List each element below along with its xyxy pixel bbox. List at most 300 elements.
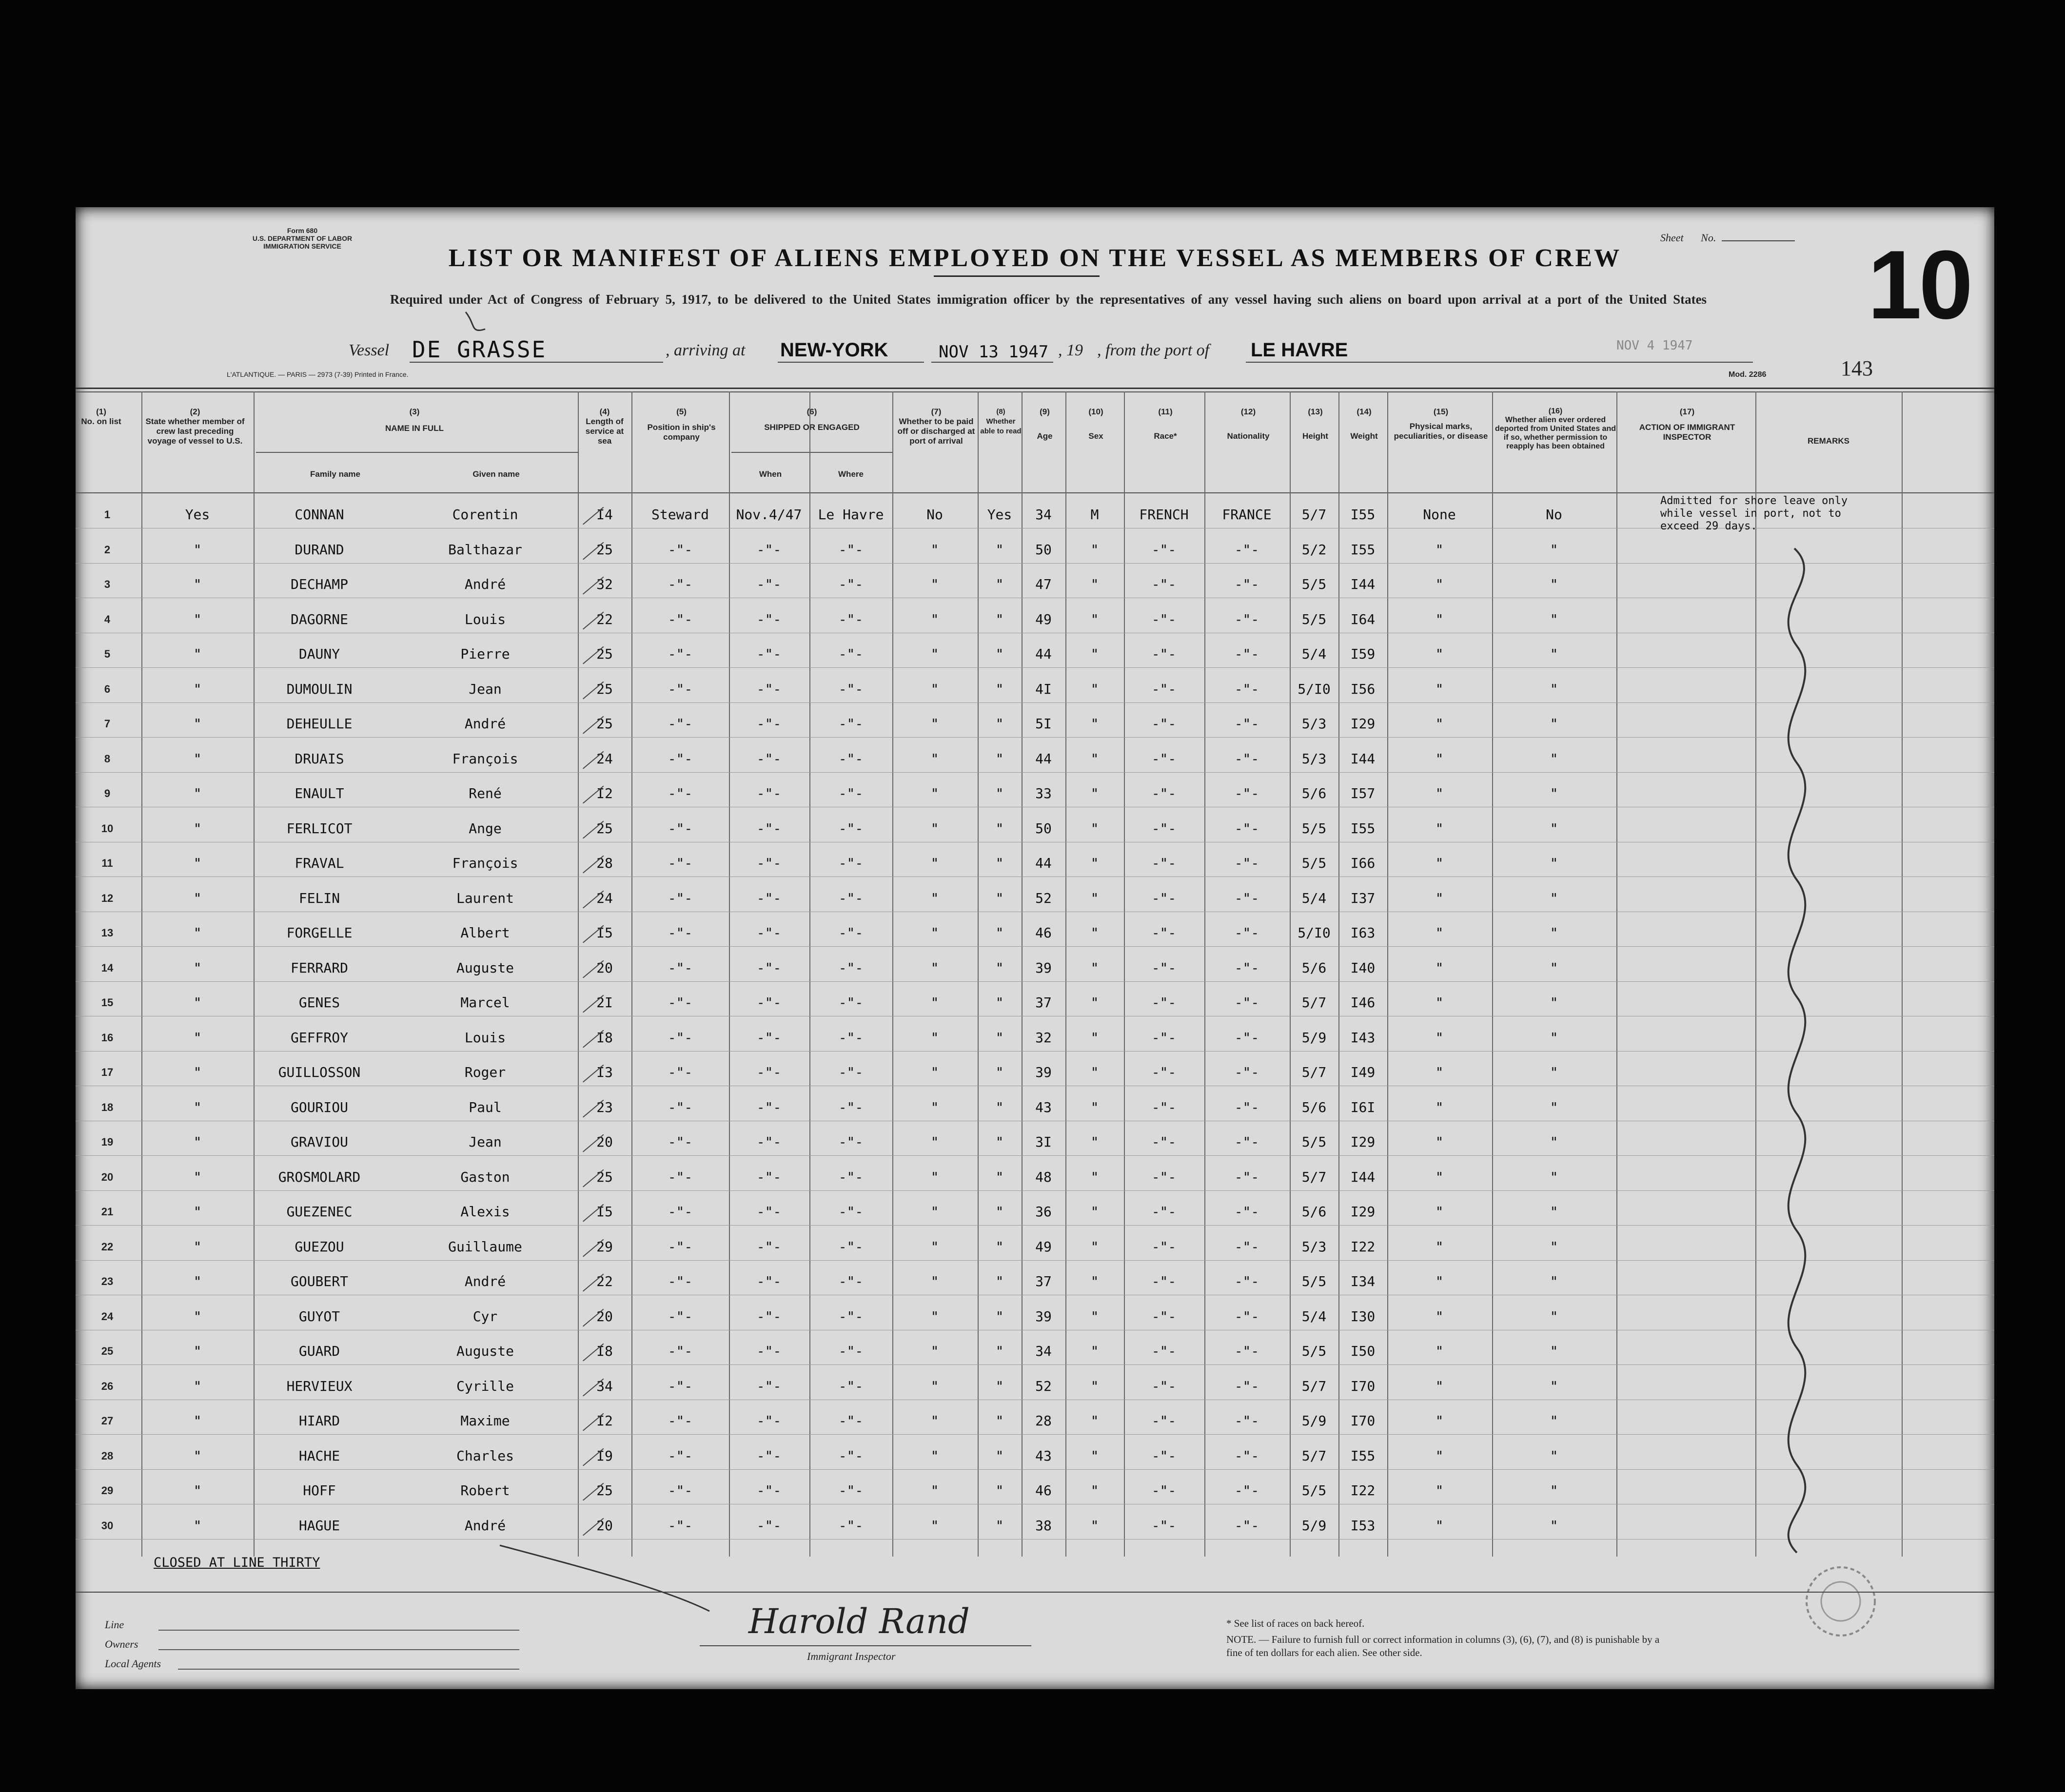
cell-weight: I44 [1350, 750, 1376, 767]
cell-marks: " [1435, 611, 1444, 627]
cell-paid: " [930, 1447, 939, 1464]
cell-service: I4 [596, 506, 613, 523]
cell-marks: " [1435, 1447, 1444, 1464]
cell-read: " [995, 890, 1004, 906]
cell-read: " [995, 1204, 1004, 1220]
cell-family: HERVIEUX [286, 1378, 353, 1394]
cell-height: 5/3 [1301, 716, 1327, 732]
cell-weight: I55 [1350, 506, 1376, 523]
cell-position: -"- [668, 925, 693, 941]
cell-nat: -"- [1234, 681, 1259, 697]
cell-when: -"- [756, 750, 782, 767]
cell-marks: " [1435, 646, 1444, 662]
cell-race: -"- [1151, 541, 1177, 558]
cell-read: " [995, 646, 1004, 662]
cell-family: GUARD [298, 1343, 340, 1359]
row-number: 27 [101, 1415, 114, 1427]
cell-paid: " [930, 1343, 939, 1359]
cell-paid: " [930, 925, 939, 941]
cell-paid: " [930, 1308, 939, 1325]
cell-position: -"- [668, 1308, 693, 1325]
cell-race: -"- [1151, 1482, 1177, 1499]
cell-weight: I56 [1350, 681, 1376, 697]
cell-deported: " [1550, 820, 1558, 837]
cell-nat: -"- [1234, 1343, 1259, 1359]
cell-age: 32 [1035, 1029, 1052, 1046]
cell-family: GUEZENEC [286, 1204, 353, 1220]
cell-read: " [995, 611, 1004, 627]
cell-sex: " [1090, 1482, 1099, 1499]
cell-age: 52 [1035, 890, 1052, 906]
row-number: 2 [104, 543, 111, 556]
cell-where: -"- [838, 1064, 864, 1080]
cell-crew: " [193, 820, 202, 837]
cell-paid: " [930, 1169, 939, 1185]
cell-service: 20 [596, 1517, 613, 1534]
cell-paid: " [930, 716, 939, 732]
cell-age: 47 [1035, 576, 1052, 592]
row-number: 9 [104, 787, 111, 799]
cell-read: " [995, 1273, 1004, 1289]
signature-stroke [500, 1545, 709, 1611]
cell-nat: -"- [1234, 611, 1259, 627]
cell-where: -"- [838, 646, 864, 662]
cell-service: 25 [596, 820, 613, 837]
cell-sex: " [1090, 1273, 1099, 1289]
departure-port: LE HAVRE [1251, 339, 1348, 361]
cell-marks: " [1435, 576, 1444, 592]
cell-marks: " [1435, 1343, 1444, 1359]
cell-height: 5/4 [1301, 646, 1327, 662]
row-number: 26 [101, 1380, 114, 1392]
cell-weight: I29 [1350, 1134, 1376, 1150]
cell-family: GRAVIOU [290, 1134, 348, 1150]
cell-marks: " [1435, 994, 1444, 1011]
cell-nat: -"- [1234, 1517, 1259, 1534]
cell-race: -"- [1151, 925, 1177, 941]
cell-where: -"- [838, 541, 864, 558]
cell-nat: -"- [1234, 1099, 1259, 1115]
cell-where: -"- [838, 1169, 864, 1185]
col-17-header: (17) ACTION OF IMMIGRANT INSPECTOR [1639, 407, 1735, 442]
cell-read: " [995, 820, 1004, 837]
cell-nat: -"- [1234, 1447, 1259, 1464]
cell-crew: " [193, 646, 202, 662]
cell-crew: " [193, 785, 202, 801]
form-number: Form 680 [287, 227, 318, 234]
cell-given: Albert [460, 925, 510, 941]
cell-crew: " [193, 994, 202, 1011]
cell-weight: I43 [1350, 1029, 1376, 1046]
cell-where: -"- [838, 1204, 864, 1220]
cell-given: Louis [464, 1029, 506, 1046]
cell-family: GUEZOU [295, 1238, 344, 1255]
row-number: 21 [101, 1206, 114, 1218]
cell-race: -"- [1151, 646, 1177, 662]
cell-when: -"- [756, 1482, 782, 1499]
cell-age: 50 [1035, 820, 1052, 837]
cell-service: I8 [596, 1343, 613, 1359]
cell-paid: No [926, 506, 943, 523]
cell-crew: " [193, 1064, 202, 1080]
cell-race: -"- [1151, 1343, 1177, 1359]
cell-family: DURAND [295, 541, 344, 558]
cell-when: -"- [756, 1447, 782, 1464]
col-13-header: (13) Height [1302, 407, 1328, 441]
cell-nat: -"- [1234, 959, 1259, 976]
cell-height: 5/7 [1301, 1169, 1327, 1185]
cell-height: 5/4 [1301, 1308, 1327, 1325]
cell-position: -"- [668, 1273, 693, 1289]
cell-family: FELIN [298, 890, 340, 906]
cell-service: 20 [596, 959, 613, 976]
cell-service: 25 [596, 541, 613, 558]
col-12-header: (12) Nationality [1227, 407, 1270, 441]
cell-read: " [995, 959, 1004, 976]
cell-weight: I63 [1350, 925, 1376, 941]
year-label: , 19 [1058, 341, 1083, 359]
cell-given: Auguste [456, 1343, 514, 1359]
cell-family: HIARD [298, 1413, 340, 1429]
cell-position: -"- [668, 1029, 693, 1046]
cell-race: -"- [1151, 1413, 1177, 1429]
cell-service: 23 [596, 1099, 613, 1115]
cell-when: -"- [756, 1343, 782, 1359]
cell-read: " [995, 925, 1004, 941]
cell-deported: " [1550, 1273, 1558, 1289]
cell-weight: I66 [1350, 855, 1376, 871]
cell-nat: FRANCE [1222, 506, 1272, 523]
cell-when: -"- [756, 1099, 782, 1115]
cell-weight: I29 [1350, 1204, 1376, 1220]
cell-height: 5/7 [1301, 1064, 1327, 1080]
cell-where: -"- [838, 1482, 864, 1499]
cell-weight: I22 [1350, 1482, 1376, 1499]
footer-note-1: * See list of races on back hereof. [1226, 1617, 1365, 1629]
cell-crew: " [193, 925, 202, 941]
col-3-header: (3) NAME IN FULL [385, 407, 444, 433]
cell-when: -"- [756, 1204, 782, 1220]
cell-sex: " [1090, 716, 1099, 732]
row-number: 10 [101, 822, 114, 835]
cell-given: François [452, 855, 518, 871]
cell-position: -"- [668, 1447, 693, 1464]
cell-race: -"- [1151, 890, 1177, 906]
cell-age: 49 [1035, 611, 1052, 627]
cell-marks: " [1435, 820, 1444, 837]
cell-position: -"- [668, 1099, 693, 1115]
row-number: 30 [101, 1519, 114, 1532]
cell-family: DEHEULLE [286, 716, 353, 732]
cell-position: -"- [668, 576, 693, 592]
cell-position: Steward [651, 506, 709, 523]
col-3a-header: Family name [310, 469, 360, 479]
cell-height: 5/4 [1301, 890, 1327, 906]
cell-read: " [995, 994, 1004, 1011]
cell-paid: " [930, 541, 939, 558]
cell-position: -"- [668, 1378, 693, 1394]
cell-service: 25 [596, 681, 613, 697]
cell-where: Le Havre [818, 506, 884, 523]
cell-paid: " [930, 820, 939, 837]
cell-when: -"- [756, 855, 782, 871]
cell-crew: " [193, 1447, 202, 1464]
cell-height: 5/2 [1301, 541, 1327, 558]
cell-service: I3 [596, 1064, 613, 1080]
cell-age: 38 [1035, 1517, 1052, 1534]
cell-race: -"- [1151, 1517, 1177, 1534]
cell-height: 5/5 [1301, 611, 1327, 627]
cell-service: I2 [596, 1413, 613, 1429]
col-14-header: (14) Weight [1350, 407, 1378, 441]
cell-paid: " [930, 1029, 939, 1046]
cell-when: -"- [756, 1378, 782, 1394]
cell-deported: " [1550, 681, 1558, 697]
cell-age: 43 [1035, 1099, 1052, 1115]
cell-paid: " [930, 785, 939, 801]
cell-sex: " [1090, 1308, 1099, 1325]
col-3b-header: Given name [472, 469, 520, 479]
cell-deported: " [1550, 646, 1558, 662]
cell-nat: -"- [1234, 541, 1259, 558]
row-number: 18 [101, 1101, 114, 1113]
cell-weight: I44 [1350, 1169, 1376, 1185]
cell-read: " [995, 1099, 1004, 1115]
cell-age: 34 [1035, 506, 1052, 523]
row-number: 19 [101, 1136, 114, 1148]
cell-service: 20 [596, 1308, 613, 1325]
cell-where: -"- [838, 959, 864, 976]
cell-height: 5/6 [1301, 959, 1327, 976]
cell-height: 5/3 [1301, 1238, 1327, 1255]
arrival-date-stamp: NOV 13 1947 [939, 342, 1049, 362]
cell-height: 5/5 [1301, 820, 1327, 837]
row-number: 20 [101, 1170, 114, 1183]
cell-where: -"- [838, 716, 864, 732]
cell-where: -"- [838, 1308, 864, 1325]
cell-sex: M [1090, 506, 1099, 523]
cell-given: Cyr [472, 1308, 498, 1325]
cell-crew: " [193, 1204, 202, 1220]
cell-given: Pierre [460, 646, 510, 662]
cell-marks: " [1435, 1238, 1444, 1255]
cell-family: FRAVAL [295, 855, 344, 871]
col-6b-header: Where [838, 469, 864, 479]
cell-deported: " [1550, 1238, 1558, 1255]
cell-sex: " [1090, 576, 1099, 592]
cell-given: Laurent [456, 890, 514, 906]
cell-height: 5/5 [1301, 1343, 1327, 1359]
row-number: 1 [104, 508, 111, 521]
cell-read: Yes [987, 506, 1012, 523]
from-port-label: , from the port of [1097, 341, 1210, 359]
official-seal [1807, 1567, 1875, 1636]
cell-nat: -"- [1234, 750, 1259, 767]
cell-service: 22 [596, 1273, 613, 1289]
cell-read: " [995, 1308, 1004, 1325]
vessel-label: Vessel [349, 341, 390, 359]
cell-marks: " [1435, 750, 1444, 767]
cell-nat: -"- [1234, 890, 1259, 906]
cell-service: 34 [596, 1378, 613, 1394]
cell-given: Balthazar [448, 541, 522, 558]
row-number: 4 [104, 613, 111, 625]
cell-weight: I55 [1350, 820, 1376, 837]
cell-crew: " [193, 959, 202, 976]
cell-read: " [995, 1029, 1004, 1046]
cell-service: 22 [596, 611, 613, 627]
cell-age: 37 [1035, 994, 1052, 1011]
inspector-signature: Harold Rand [748, 1601, 970, 1641]
cell-given: Maxime [460, 1413, 510, 1429]
cell-given: René [469, 785, 502, 801]
cell-when: -"- [756, 785, 782, 801]
cell-family: FORGELLE [286, 925, 353, 941]
cell-nat: -"- [1234, 576, 1259, 592]
inspector-label: Immigrant Inspector [807, 1650, 896, 1662]
cell-age: 3I [1035, 1134, 1052, 1150]
cell-given: André [464, 716, 506, 732]
cell-service: 32 [596, 576, 613, 592]
cell-marks: " [1435, 541, 1444, 558]
col-2-header: (2) State whether member of crew last preceding voyage of vessel to U.S. [145, 407, 245, 446]
cell-given: Marcel [460, 994, 510, 1011]
cell-weight: I57 [1350, 785, 1376, 801]
cell-marks: " [1435, 855, 1444, 871]
cell-paid: " [930, 1134, 939, 1150]
cell-paid: " [930, 1517, 939, 1534]
arriving-port: NEW-YORK [780, 339, 888, 361]
cell-deported: " [1550, 1517, 1558, 1534]
cell-age: 52 [1035, 1378, 1052, 1394]
cell-paid: " [930, 611, 939, 627]
row-number: 3 [104, 578, 111, 590]
cell-service: 28 [596, 855, 613, 871]
cell-deported: " [1550, 1204, 1558, 1220]
cell-deported: " [1550, 994, 1558, 1011]
cell-crew: " [193, 1099, 202, 1115]
cell-age: 44 [1035, 855, 1052, 871]
cell-crew: " [193, 1413, 202, 1429]
cell-given: Ange [469, 820, 502, 837]
page-title: LIST OR MANIFEST OF ALIENS EMPLOYED ON THE VESSEL AS MEMBERS OF CREW [448, 244, 1622, 272]
cell-age: 50 [1035, 541, 1052, 558]
cell-age: 34 [1035, 1343, 1052, 1359]
cell-deported: " [1550, 576, 1558, 592]
cell-service: I2 [596, 785, 613, 801]
cell-race: -"- [1151, 1447, 1177, 1464]
cell-deported: " [1550, 925, 1558, 941]
cell-when: -"- [756, 611, 782, 627]
cell-when: -"- [756, 1517, 782, 1534]
cell-weight: I64 [1350, 611, 1376, 627]
cell-read: " [995, 1169, 1004, 1185]
cell-nat: -"- [1234, 1064, 1259, 1080]
cell-race: -"- [1151, 716, 1177, 732]
cell-race: -"- [1151, 820, 1177, 837]
cell-marks: " [1435, 1169, 1444, 1185]
sheet-label: Sheet [1660, 232, 1684, 244]
cell-sex: " [1090, 1169, 1099, 1185]
cell-nat: -"- [1234, 1169, 1259, 1185]
cell-age: 46 [1035, 925, 1052, 941]
cell-height: 5/6 [1301, 1204, 1327, 1220]
cell-race: -"- [1151, 1273, 1177, 1289]
cell-position: -"- [668, 1204, 693, 1220]
printer-line: L'ATLANTIQUE. — PARIS — 2973 (7-39) Printed in France. [227, 370, 409, 378]
cell-weight: I70 [1350, 1378, 1376, 1394]
local-agents-label: Local Agents [105, 1657, 161, 1670]
cell-where: -"- [838, 820, 864, 837]
cell-nat: -"- [1234, 925, 1259, 941]
cell-family: GEFFROY [290, 1029, 348, 1046]
cell-service: 2I [596, 994, 613, 1011]
cell-where: -"- [838, 1099, 864, 1115]
cell-when: -"- [756, 890, 782, 906]
cell-service: I9 [596, 1447, 613, 1464]
cell-given: Robert [460, 1482, 510, 1499]
cell-height: 5/5 [1301, 1273, 1327, 1289]
cell-when: -"- [756, 1308, 782, 1325]
cell-where: -"- [838, 1343, 864, 1359]
row-number: 28 [101, 1449, 114, 1462]
cell-family: DECHAMP [290, 576, 348, 592]
cell-height: 5/7 [1301, 506, 1327, 523]
cell-nat: -"- [1234, 1482, 1259, 1499]
cell-weight: I37 [1350, 890, 1376, 906]
cell-height: 5/5 [1301, 1482, 1327, 1499]
cell-deported: " [1550, 1308, 1558, 1325]
cell-paid: " [930, 1238, 939, 1255]
cell-sex: " [1090, 750, 1099, 767]
cell-given: Louis [464, 611, 506, 627]
cell-paid: " [930, 890, 939, 906]
cell-race: FRENCH [1139, 506, 1189, 523]
cell-nat: -"- [1234, 855, 1259, 871]
cell-sex: " [1090, 1447, 1099, 1464]
cell-where: -"- [838, 994, 864, 1011]
cell-position: -"- [668, 1064, 693, 1080]
row-number: 24 [101, 1310, 114, 1323]
col-4-header: (4) Length of service at sea [585, 407, 624, 446]
cell-race: -"- [1151, 1204, 1177, 1220]
cell-race: -"- [1151, 1134, 1177, 1150]
cell-crew: " [193, 750, 202, 767]
cell-race: -"- [1151, 1169, 1177, 1185]
cell-read: " [995, 750, 1004, 767]
cell-sex: " [1090, 1343, 1099, 1359]
cell-age: 37 [1035, 1273, 1052, 1289]
cell-race: -"- [1151, 576, 1177, 592]
cell-marks: " [1435, 1099, 1444, 1115]
cell-given: Guillaume [448, 1238, 522, 1255]
cell-read: " [995, 785, 1004, 801]
cell-nat: -"- [1234, 820, 1259, 837]
cell-nat: -"- [1234, 994, 1259, 1011]
cell-given: André [464, 1517, 506, 1534]
manifest-sheet [76, 207, 1994, 1689]
cell-deported: " [1550, 1029, 1558, 1046]
cell-sex: " [1090, 890, 1099, 906]
cell-age: 46 [1035, 1482, 1052, 1499]
cell-when: -"- [756, 716, 782, 732]
cell-nat: -"- [1234, 1413, 1259, 1429]
cell-height: 5/5 [1301, 855, 1327, 871]
cell-service: 25 [596, 716, 613, 732]
cell-crew: " [193, 1169, 202, 1185]
cell-read: " [995, 541, 1004, 558]
cell-age: 4I [1035, 681, 1052, 697]
